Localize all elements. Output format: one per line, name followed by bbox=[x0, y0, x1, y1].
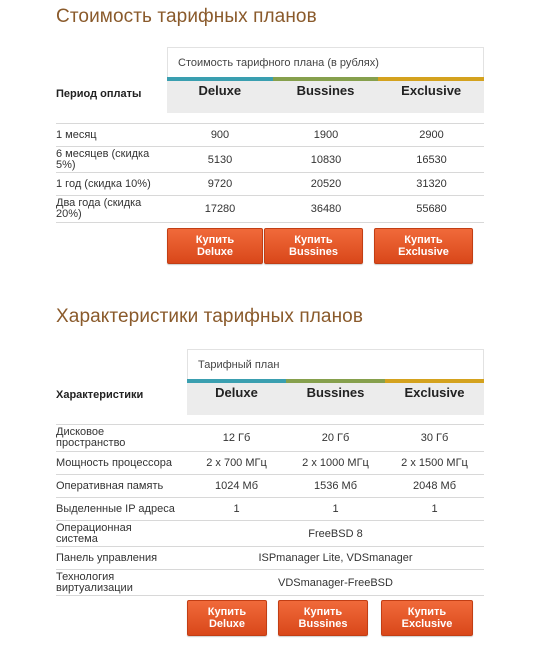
plan-exclusive-header: Exclusive bbox=[385, 379, 484, 415]
pricing-caption: Стоимость тарифного плана (в рублях) bbox=[167, 47, 484, 77]
table-row: 1 год (скидка 10%) 9720 20520 31320 bbox=[56, 172, 484, 195]
table-row: 1 месяц 900 1900 2900 bbox=[56, 123, 484, 146]
plan-deluxe-header: Deluxe bbox=[187, 379, 286, 415]
table-row: 6 месяцев (скидка 5%) 5130 10830 16530 bbox=[56, 146, 484, 172]
buy-deluxe-button[interactable]: Купить Deluxe bbox=[167, 228, 263, 264]
table-row: Два года (скидка 20%) 17280 36480 55680 bbox=[56, 195, 484, 222]
features-caption: Тарифный план bbox=[187, 349, 484, 379]
table-row: Выделенные IP адреса 1 1 1 bbox=[56, 497, 484, 520]
table-row: Операционная система FreeBSD 8 bbox=[56, 520, 484, 546]
pricing-plan-header bbox=[167, 77, 484, 113]
plan-bussines-header: Bussines bbox=[286, 379, 385, 415]
plan-exclusive-header: Exclusive bbox=[378, 77, 484, 113]
buy-bussines-button[interactable]: Купить Bussines bbox=[278, 600, 368, 636]
buy-bussines-button[interactable]: Купить Bussines bbox=[264, 228, 363, 264]
buy-exclusive-button[interactable]: Купить Exclusive bbox=[374, 228, 473, 264]
table-row: Дисковое пространство 12 Гб 20 Гб 30 Гб bbox=[56, 424, 484, 451]
features-plan-header bbox=[187, 379, 484, 415]
features-title: Характеристики тарифных планов bbox=[56, 306, 364, 327]
table-row: Оперативная память 1024 Мб 1536 Мб 2048 Мб bbox=[56, 474, 484, 497]
characteristics-label: Характеристики bbox=[56, 389, 144, 401]
table-row: Панель управления ISPmanager Lite, VDSmanager bbox=[56, 546, 484, 569]
plan-bussines-header: Bussines bbox=[273, 77, 379, 113]
period-label: Период оплаты bbox=[56, 88, 142, 100]
buy-deluxe-button[interactable]: Купить Deluxe bbox=[187, 600, 267, 636]
pricing-title: Стоимость тарифных планов bbox=[56, 6, 317, 27]
table-row: Мощность процессора 2 x 700 МГц 2 x 1000 МГц 2 x 1500 МГц bbox=[56, 451, 484, 474]
table-row: Технология виртуализации VDSmanager-FreeBSD bbox=[56, 569, 484, 595]
plan-deluxe-header: Deluxe bbox=[167, 77, 273, 113]
buy-exclusive-button[interactable]: Купить Exclusive bbox=[381, 600, 473, 636]
